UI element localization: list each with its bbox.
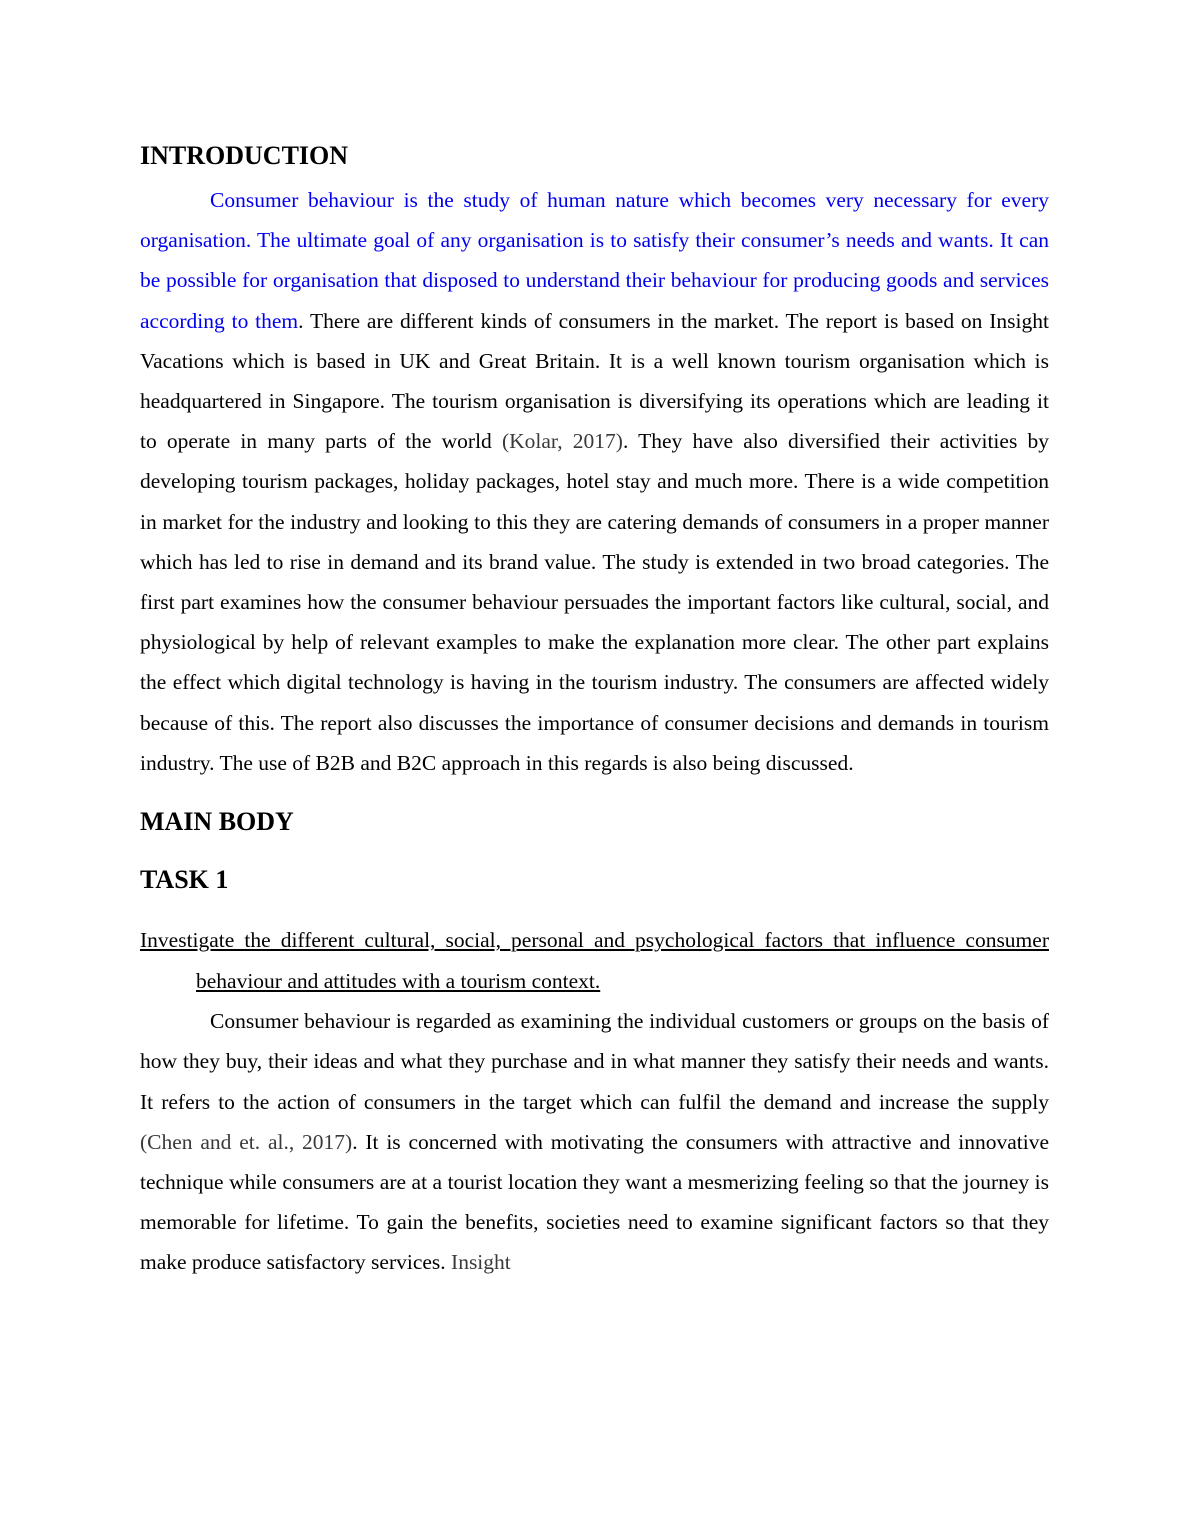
introduction-paragraph — [140, 180, 1049, 783]
introduction-highlighted-text: Consumer behaviour is the study of human nature which becomes very necessary for every organisation. The ultimate goal of any organisation is to satisfy their consumer’s needs and wants. It can be possible for organisation that disposed to understand their behaviour for producing goods and services according to them — [140, 188, 1049, 333]
introduction-text-part-1: . There are different kinds of consumers in the market. The report is based on Insight Vacations which is based in UK and Great Britain. It is a well known tourism organisation which is headquartered in Singapore. The tourism organisation is diversifying its operations which are leading it to operate in many parts of the world — [140, 308, 1049, 454]
task1-trailing-text: Insight — [451, 1250, 511, 1275]
task1-paragraph — [140, 1001, 1049, 1282]
task1-text-part-2: . It is concerned with motivating the consumers with attractive and innovative technique while consumers are at a tourist location they want a mesmerizing feeling so that the journey is memorable for lifetime. To gain the benefits, societies need to examine significant factors so that they make produce satisfactory services. — [140, 1129, 1049, 1275]
task1-heading: TASK 1 — [140, 865, 229, 895]
introduction-text-part-2: . They have also diversified their activities by developing tourism packages, holiday packages, hotel stay and much more. There is a wide competition in market for the industry and looking to this they are catering demands of consumers in a proper manner which has led to rise in demand and its brand value. The study is extended in two broad categories. The first part examines how the consumer behaviour persuades the important factors like cultural, social, and physiological by help of relevant examples to make the explanation more clear. The other part explains the effect which digital technology is having in the tourism industry. The consumers are affected widely because of this. The report also discusses the importance of consumer decisions and demands in tourism industry. The use of B2B and B2C approach in this regards is also being discussed. — [140, 429, 1049, 775]
main-body-heading: MAIN BODY — [140, 807, 294, 837]
task1-text-part-1: Consumer behaviour is regarded as examining the individual customers or groups on the basis of how they buy, their ideas and what they purchase and in what manner they satisfy their needs and wants. It refers to the action of consumers in the target which can fulfil the demand and increase the supply — [140, 1009, 1049, 1114]
introduction-citation: (Kolar, 2017) — [501, 429, 623, 454]
task1-citation: (Chen and et. al., 2017) — [140, 1129, 353, 1154]
document-content — [140, 139, 1049, 1283]
task1-question: Investigate the different cultural, social, personal and psychological factors that influence consumer behaviour and attitudes with a tourism context. — [140, 928, 1049, 993]
introduction-heading: INTRODUCTION — [140, 141, 349, 170]
